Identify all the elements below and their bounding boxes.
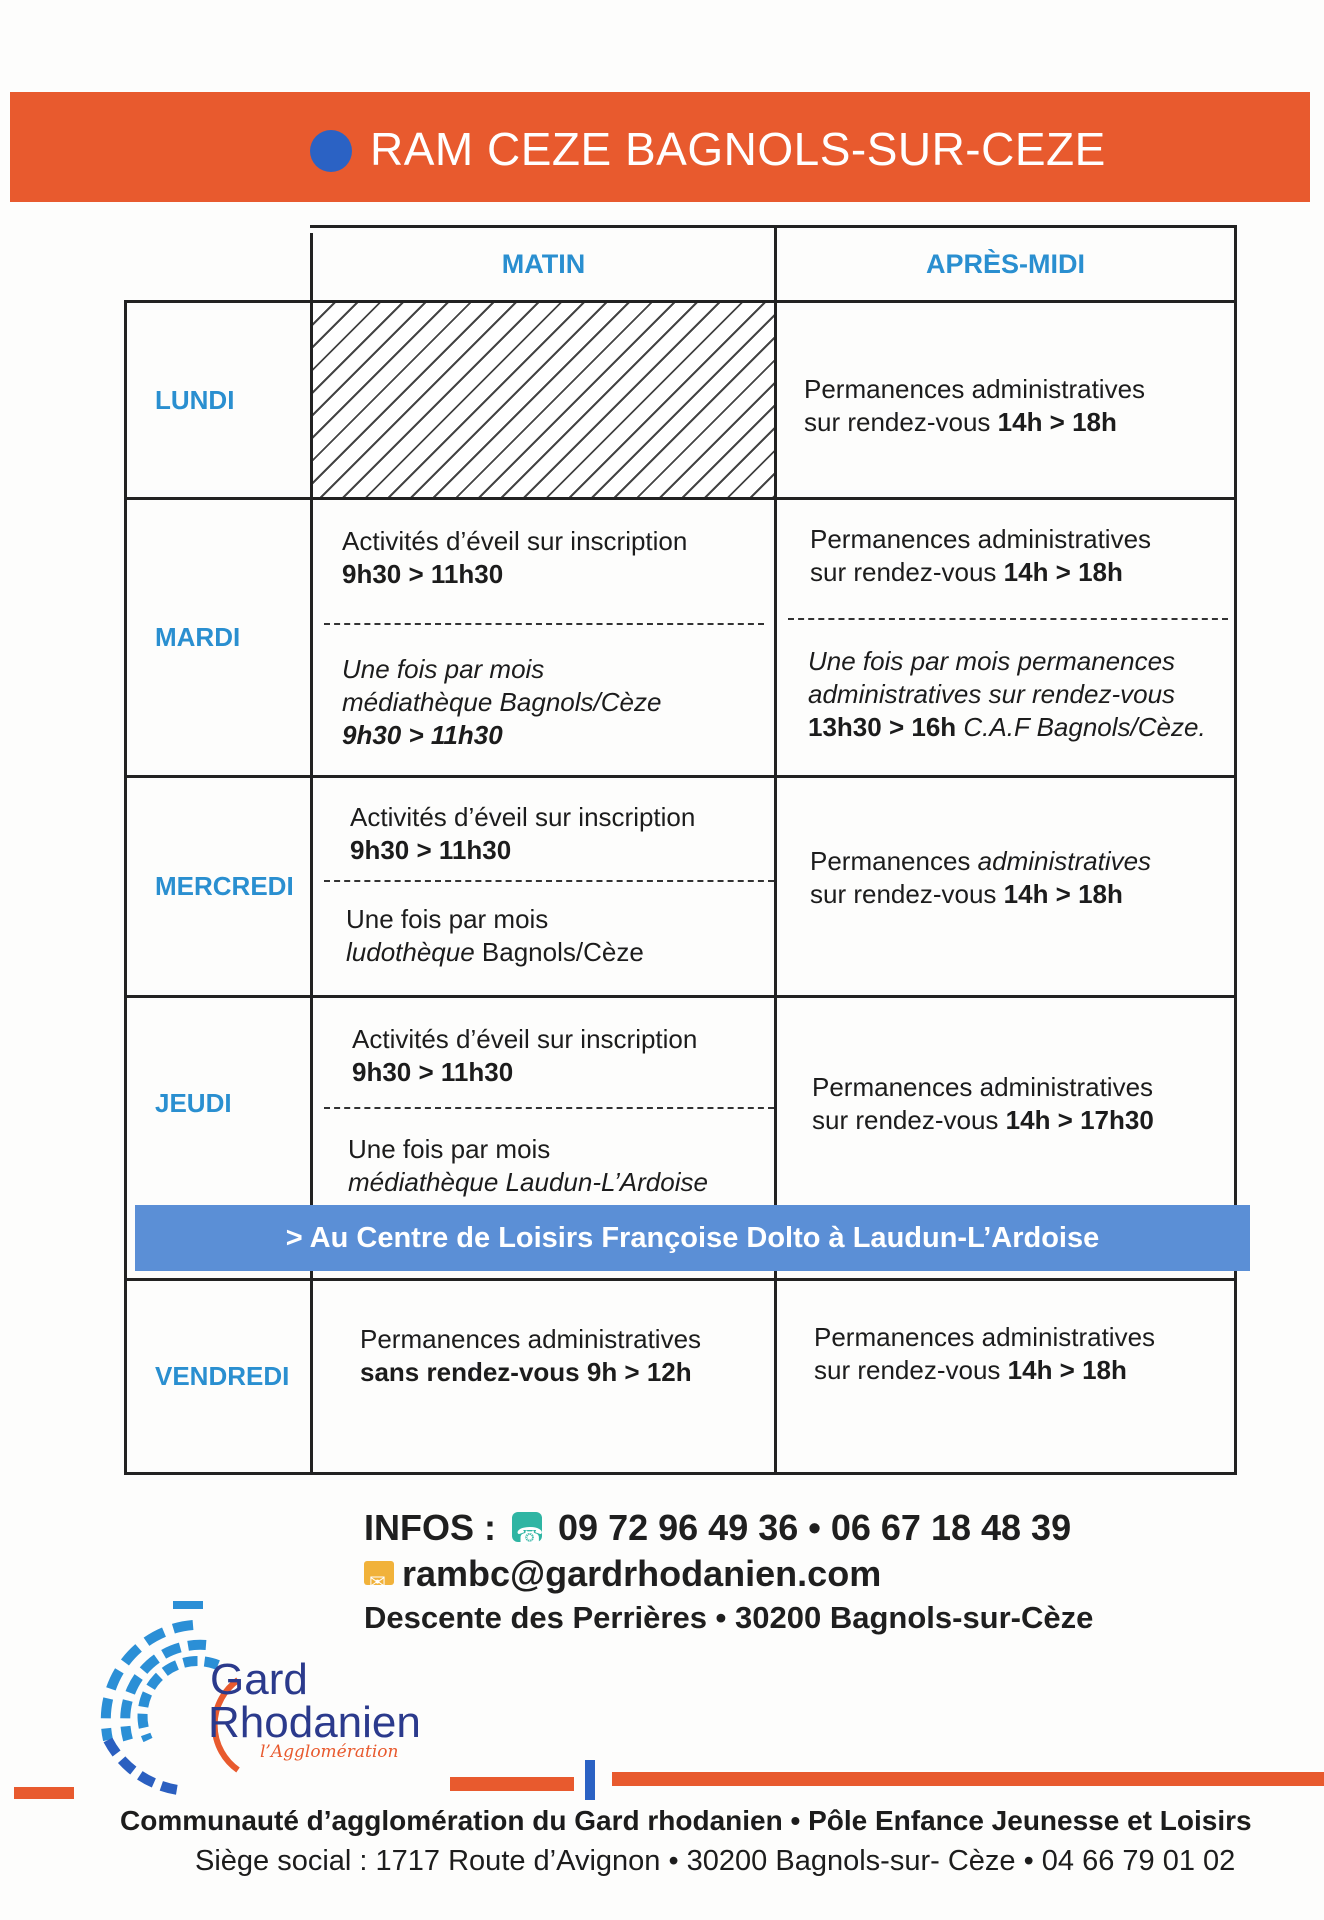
thursday-afternoon (812, 1071, 1232, 1137)
cell-text: administratives (977, 846, 1152, 876)
thursday-morning-2 (348, 1133, 768, 1199)
cell-time: 14h > 18h (997, 407, 1117, 437)
dashed-separator (324, 623, 764, 625)
bullet-dot-icon (310, 130, 352, 172)
footer-accent-bar (14, 1787, 74, 1799)
cell-time: 9h30 > 11h30 (342, 559, 504, 589)
column-divider (1234, 225, 1237, 1475)
cell-time: 9h30 > 11h30 (342, 720, 503, 750)
phone-line (364, 1505, 1093, 1551)
header-morning: MATIN (501, 248, 586, 279)
cell-line (808, 711, 1234, 744)
row-divider (124, 1472, 1237, 1475)
cell-line (810, 878, 1230, 911)
footer-accent-bar (612, 1772, 1324, 1786)
schedule-table (124, 225, 1254, 1475)
cell-text: sur rendez-vous (810, 879, 1004, 909)
logo-text-gard: Gard (210, 1655, 308, 1704)
friday-afternoon (814, 1321, 1234, 1387)
hatched-empty-cell (313, 303, 774, 497)
cell-line: administratives sur rendez-vous (808, 679, 1176, 709)
dashed-separator (324, 880, 774, 882)
column-divider (774, 225, 777, 1475)
tuesday-afternoon-2 (808, 645, 1234, 744)
cell-line: médiathèque Laudun-L’Ardoise (348, 1167, 708, 1197)
cell-line: Une fois par mois (346, 904, 549, 934)
phone-numbers[interactable]: 09 72 96 49 36 • 06 67 18 48 39 (558, 1507, 1072, 1548)
cell-line: médiathèque Bagnols/Cèze (342, 687, 662, 717)
friday-morning (360, 1323, 770, 1389)
cell-time: 9h30 > 11h30 (352, 1057, 514, 1087)
footer-organization: Communauté d’agglomération du Gard rhodanien • Pôle Enfance Jeunesse et Loisirs (120, 1805, 1252, 1836)
cell-text: ludothèque (346, 937, 475, 967)
email-line (364, 1551, 1093, 1597)
day-thursday: JEUDI (155, 1087, 232, 1118)
cell-text: Permanences (810, 846, 978, 876)
day-monday: LUNDI (155, 384, 235, 415)
cell-line: Activités d’éveil sur inscription (350, 802, 696, 832)
wednesday-afternoon (810, 845, 1230, 911)
dashed-separator (788, 618, 1228, 620)
dashed-separator (324, 1107, 774, 1109)
location-strip: > Au Centre de Loisirs Françoise Dolto à Laudun-L’Ardoise (135, 1205, 1250, 1271)
wednesday-morning-2 (346, 903, 766, 969)
tuesday-morning-1 (342, 525, 762, 591)
cell-line: Une fois par mois permanences (808, 646, 1176, 676)
cell-line (814, 1354, 1234, 1387)
cell-time: 13h30 > 16h (808, 712, 957, 742)
header-afternoon: APRÈS-MIDI (925, 248, 1085, 279)
cell-line (810, 556, 1230, 589)
phone-icon (512, 1512, 542, 1542)
cell-time: sans rendez-vous 9h > 12h (360, 1357, 692, 1387)
day-wednesday: MERCREDI (155, 871, 294, 901)
title-banner (10, 92, 1310, 202)
footer-address: Siège social : 1717 Route d’Avignon • 30200 Bagnols-sur- Cèze • 04 66 79 01 02 (195, 1845, 1236, 1877)
monday-afternoon (804, 373, 1224, 439)
day-friday: VENDREDI (155, 1361, 290, 1391)
contact-info (364, 1505, 1093, 1639)
cell-time: 14h > 18h (1003, 557, 1123, 587)
cell-time: 14h > 18h (1003, 879, 1123, 909)
cell-line: Une fois par mois (348, 1134, 551, 1164)
cell-line: Permanences administratives (810, 524, 1152, 554)
cell-time: 14h > 17h30 (1005, 1105, 1154, 1135)
cell-line: Permanences administratives (812, 1072, 1154, 1102)
footer-accent-tick (585, 1760, 595, 1800)
cell-line (812, 1104, 1232, 1137)
cell-text: sur rendez-vous (804, 407, 998, 437)
footer-accent-bar (450, 1777, 574, 1791)
cell-text: sur rendez-vous (814, 1355, 1008, 1385)
cell-text: Bagnols/Cèze (474, 937, 644, 967)
cell-text: C.A.F Bagnols/Cèze. (956, 712, 1206, 742)
cell-line: Activités d’éveil sur inscription (352, 1024, 698, 1054)
cell-line: Permanences administratives (814, 1322, 1156, 1352)
cell-time: 14h > 18h (1007, 1355, 1127, 1385)
cell-line (810, 845, 1230, 878)
infos-label: INFOS : (364, 1507, 496, 1548)
cell-line: Permanences administratives (804, 374, 1146, 404)
page-title: RAM CEZE BAGNOLS-SUR-CEZE (370, 123, 1106, 175)
logo-text-agglomeration: l’Agglomération (260, 1742, 399, 1762)
cell-text: sur rendez-vous (810, 557, 1004, 587)
cell-line: Une fois par mois (342, 654, 545, 684)
day-tuesday: MARDI (155, 622, 241, 652)
wednesday-morning-1 (350, 801, 770, 867)
tuesday-afternoon-1 (810, 523, 1230, 589)
cell-line: Activités d’éveil sur inscription (342, 526, 688, 556)
logo-text-rhodanien: Rhodanien (208, 1698, 421, 1747)
address: Descente des Perrières • 30200 Bagnols-sur-Cèze (364, 1600, 1094, 1635)
cell-time: 9h30 > 11h30 (350, 835, 512, 865)
mail-icon (364, 1561, 394, 1585)
tuesday-morning-2 (342, 653, 762, 752)
thursday-morning-1 (352, 1023, 772, 1089)
cell-line (346, 936, 766, 969)
cell-line (804, 406, 1224, 439)
cell-line: Permanences administratives (360, 1324, 702, 1354)
cell-text: sur rendez-vous (812, 1105, 1006, 1135)
email-link[interactable]: rambc@gardrhodanien.com (402, 1553, 882, 1594)
